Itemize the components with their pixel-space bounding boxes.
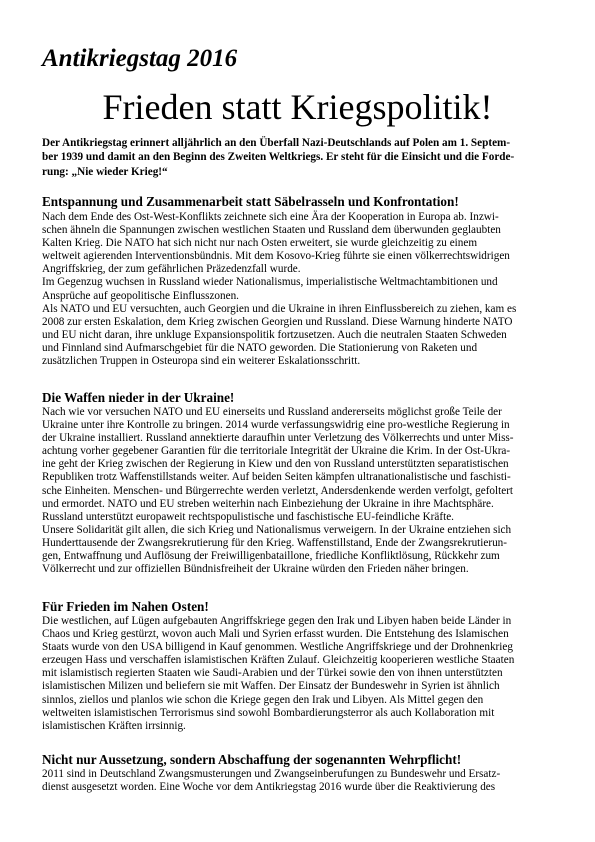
body-line: sche Einheiten. Menschen- und Bürgerrechte werden verletzt, Andersdenkende werden verfolgt, gefoltert	[42, 484, 514, 497]
section-body-ukraine	[42, 406, 552, 576]
body-line: und Finnland sind Aufmarschgebiet für die NATO geworden. Die Stationierung von Raketen und	[42, 341, 478, 354]
body-line: Völkerrecht und zur offiziellen Bündnisfreiheit der Ukraine würden den Frieden näher bringen.	[42, 563, 469, 576]
body-line: Als NATO und EU versuchten, auch Georgien und die Ukraine in ihren Einflussbereich zu ziehen, kam es	[42, 302, 517, 315]
section-body-entspannung	[42, 211, 552, 368]
body-line: Nach dem Ende des Ost-West-Konflikts zeichnete sich eine Ära der Kooperation in Europa ab. Inzwi-	[42, 211, 499, 223]
body-line: Chaos und Krieg gestürzt, wovon auch Mali und Syrien erfasst wurden. Die Entstehung des Islamischen	[42, 628, 509, 641]
intro-line: rung: „Nie wieder Krieg!“	[42, 165, 168, 178]
body-line: Die westlichen, auf Lügen aufgebauten Angriffskriege gegen den Irak und Libyen haben beide Länder in	[42, 615, 512, 627]
body-line: Kalten Krieg. Die NATO hat sich nicht nur nach Osten erweitert, sie wurde gleichzeitig zu einem	[42, 237, 478, 250]
body-line: zusätzlichen Truppen in Osteuropa sind ein weiterer Eskalationsschritt.	[42, 355, 361, 368]
body-line: Russland unterstützt europaweit rechtspopulistische und faschistische EU-feindliche Kräfte.	[42, 510, 454, 523]
body-line: 2011 sind in Deutschland Zwangsmusterungen und Zwangseinberufungen zu Bundeswehr und Ersatz-	[42, 768, 501, 780]
body-line: gen, Entwaffnung und Auflösung der Freiwilligenbataillone, friedliche Konfliktlösung, Rückkehr zum	[42, 550, 500, 563]
body-line: ine geht der Krieg zwischen der Regierung in Kiew und den von Russland unterstützten separatistischen	[42, 458, 509, 471]
body-line: Staats wurde von den USA billigend in Kauf genommen. Westliche Angriffskriege und der Drohnenkrieg	[42, 641, 513, 654]
section-heading-entspannung: Entspannung und Zusammenarbeit statt Säbelrasseln und Konfrontation!	[42, 194, 459, 209]
body-line: schen ähneln die Spannungen zwischen westlichen Staaten und Russland dem überwunden geglaubten	[42, 224, 501, 237]
body-line: 2008 zur ersten Eskalation, dem Krieg zwischen Georgien und Russland. Diese Warnung hinderte NATO	[42, 315, 513, 328]
body-line: Ansprüche auf geopolitische Einflusszonen.	[42, 289, 239, 302]
intro-paragraph	[42, 136, 552, 179]
document-title: Frieden statt Kriegspolitik!	[102, 87, 493, 127]
body-line: Ukraine unter ihre Kontrolle zu bringen. 2014 wurde verfassungswidrig eine pro-westliche Regierung in	[42, 419, 510, 432]
body-line: Republiken trotz Waffenstillstands weiter. Auf beiden Seiten kämpfen ultranationalistische und faschisti-	[42, 471, 511, 484]
body-line: Angriffskrieg, der zum gefährlichen Präzedenzfall wurde.	[42, 263, 301, 276]
body-line: mit islamistisch regierten Staaten wie Saudi-Arabien und der Türkei sowie den von ihnen unterstützten	[42, 667, 503, 680]
intro-line: Der Antikriegstag erinnert alljährlich an den Überfall Nazi-Deutschlands auf Polen am 1. Septem-	[42, 137, 511, 149]
body-line: sinnlos, ziellos und planlos wie schon die Kriege gegen den Irak und Libyen. Als Mittel gegen den	[42, 693, 484, 706]
body-line: und ermordet. NATO und EU streben weiterhin nach Einbeziehung der Ukraine in ihre Machtsphäre.	[42, 497, 494, 510]
body-line: der Ukraine installiert. Russland annektierte daraufhin unter Verletzung des Völkerrechts und unter Miss-	[42, 432, 514, 445]
body-line: islamistischen Kräften irrsinnig.	[42, 719, 186, 732]
body-line: weltweiten islamistischen Terrorismus sind sowohl Bombardierungsterror als auch Kollaboration mit	[42, 706, 495, 719]
section-heading-wehrpflicht: Nicht nur Aussetzung, sondern Abschaffung der sogenannten Wehrpflicht!	[42, 752, 462, 767]
section-body-nahost	[42, 615, 552, 733]
body-line: und EU nicht daran, ihre unkluge Expansionspolitik fortzusetzen. Auch die neutralen Staaten Schweden	[42, 328, 507, 341]
intro-line: ber 1939 und damit an den Beginn des Zweiten Weltkriegs. Er steht für die Einsicht und die Forde-	[42, 151, 515, 164]
body-line: Unsere Solidarität gilt allen, die sich Krieg und Nationalismus verweigern. In der Ukraine entziehen sich	[42, 523, 512, 536]
body-line: Im Gegenzug wuchsen in Russland wieder Nationalismus, imperialistische Weltmachtambitionen und	[42, 276, 498, 289]
document-kicker: Antikriegstag 2016	[42, 45, 238, 72]
body-line: achtung vorher gegebener Garantien für die territoriale Integrität der Ukraine die Krim. In der Ost-Ukra-	[42, 445, 511, 458]
body-line: weltweit agierenden Interventionsbündnis. Mit dem Kosovo-Krieg führte sie einen völkerrechtswidrigen	[42, 250, 510, 263]
body-line: dienst ausgesetzt worden. Eine Woche vor dem Antikriegstag 2016 wurde über die Reaktivierung des	[42, 781, 496, 794]
body-line: Nach wie vor versuchen NATO und EU einerseits und Russland andererseits möglichst große Teile der	[42, 406, 502, 418]
body-line: erzeugen Hass und verschaffen islamistischen Kräften Zulauf. Gleichzeitig kooperieren westliche Staaten	[42, 654, 515, 667]
section-heading-ukraine: Die Waffen nieder in der Ukraine!	[42, 390, 235, 405]
body-line: islamistischen Milizen und beliefern sie mit Waffen. Der Einsatz der Bundeswehr in Syrien ist ähnlich	[42, 680, 500, 693]
section-body-wehrpflicht	[42, 768, 552, 794]
body-line: Hunderttausende der Zwangsrekrutierung für den Krieg. Waffenstillstand, Ende der Zwangsrekrutierun-	[42, 536, 507, 549]
section-heading-nahost: Für Frieden im Nahen Osten!	[42, 599, 209, 614]
